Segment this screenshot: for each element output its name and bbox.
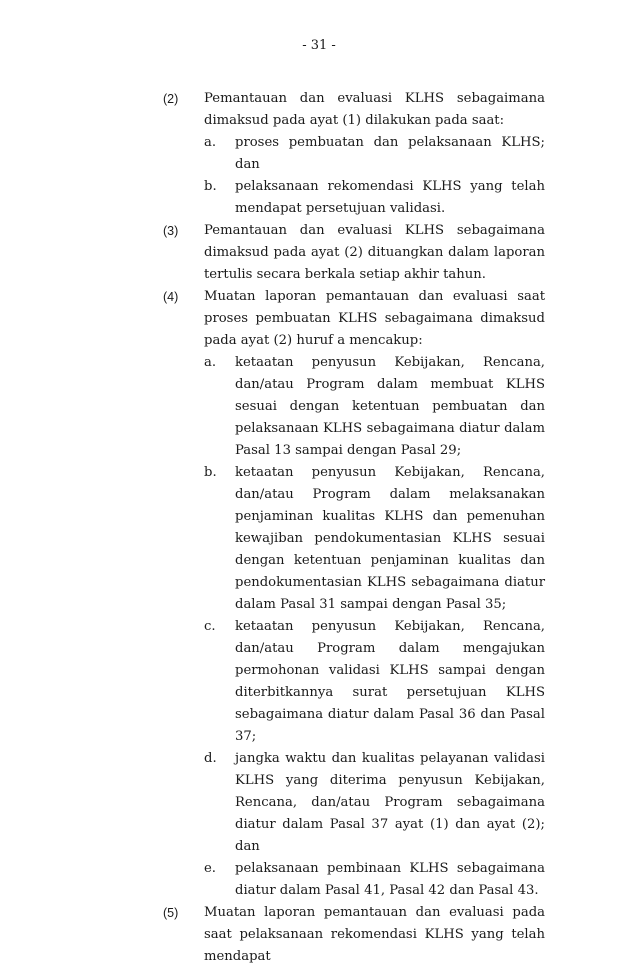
- regulation-text: [163, 88, 545, 968]
- sub-item-letter: c.: [204, 619, 216, 634]
- paragraph-body: [204, 88, 545, 220]
- sub-item-text: ketaatan penyusun Kebijakan, Rencana, dan/atau Program dalam mengajukan permohonan validasi KLHS sampai dengan diterbitkannya surat persetujuan KLHS sebagaimana diatur dalam Pasal 36 dan Pasal 37;: [235, 619, 545, 744]
- sub-item: [204, 352, 545, 462]
- paragraph-body: [204, 286, 545, 902]
- sub-item-text: pelaksanaan pembinaan KLHS sebagaimana diatur dalam Pasal 41, Pasal 42 dan Pasal 43.: [235, 861, 545, 898]
- sub-item: [204, 132, 545, 176]
- paragraph-item: [163, 220, 545, 286]
- paragraph-body: [204, 902, 545, 968]
- paragraph-item: [163, 88, 545, 220]
- paragraph-item: [163, 286, 545, 902]
- sub-item-letter: a.: [204, 135, 217, 150]
- paragraph-text: Pemantauan dan evaluasi KLHS sebagaimana dimaksud pada ayat (1) dilakukan pada saat:: [204, 91, 545, 128]
- sub-item: [204, 616, 545, 748]
- paragraph-number: (5): [163, 906, 179, 920]
- sub-item-letter: e.: [204, 861, 216, 876]
- sub-item-letter: b.: [204, 179, 217, 194]
- paragraph-text: Muatan laporan pemantauan dan evaluasi pada saat pelaksanaan rekomendasi KLHS yang telah mendapat: [204, 905, 545, 964]
- paragraph-number: (3): [163, 224, 179, 238]
- sub-item: [204, 858, 545, 902]
- paragraph-body: [204, 220, 545, 286]
- sub-item-text: proses pembuatan dan pelaksanaan KLHS; dan: [235, 135, 545, 172]
- page-number: - 31 -: [302, 38, 336, 53]
- paragraph-number: (2): [163, 92, 179, 106]
- sub-item-text: pelaksanaan rekomendasi KLHS yang telah mendapat persetujuan validasi.: [235, 179, 545, 216]
- sub-item: [204, 462, 545, 616]
- sub-item-text: jangka waktu dan kualitas pelayanan validasi KLHS yang diterima penyusun Kebijakan, Rencana, dan/atau Program sebagaimana diatur dalam Pasal 37 ayat (1) dan ayat (2); dan: [235, 751, 545, 854]
- sub-item-letter: a.: [204, 355, 217, 370]
- sub-item-letter: b.: [204, 465, 217, 480]
- sub-item: [204, 748, 545, 858]
- sub-item-text: ketaatan penyusun Kebijakan, Rencana, dan/atau Program dalam membuat KLHS sesuai dengan ketentuan pembuatan dan pelaksanaan KLHS sebagaimana diatur dalam Pasal 13 sampai dengan Pasal 29;: [235, 355, 545, 458]
- paragraph-item: [163, 902, 545, 968]
- sub-item-text: ketaatan penyusun Kebijakan, Rencana, dan/atau Program dalam melaksanakan penjaminan kualitas KLHS dan pemenuhan kewajiban pendokumentasian KLHS sesuai dengan ketentuan penjaminan kualitas dan pendokumentasian KLHS sebagaimana diatur dalam Pasal 31 sampai dengan Pasal 35;: [235, 465, 545, 612]
- paragraph-text: Pemantauan dan evaluasi KLHS sebagaimana dimaksud pada ayat (2) dituangkan dalam laporan tertulis secara berkala setiap akhir tahun.: [204, 223, 545, 282]
- paragraph-text: Muatan laporan pemantauan dan evaluasi saat proses pembuatan KLHS sebagaimana dimaksud pada ayat (2) huruf a mencakup:: [204, 289, 545, 348]
- sub-item: [204, 176, 545, 220]
- paragraph-number: (4): [163, 290, 179, 304]
- sub-item-letter: d.: [204, 751, 217, 766]
